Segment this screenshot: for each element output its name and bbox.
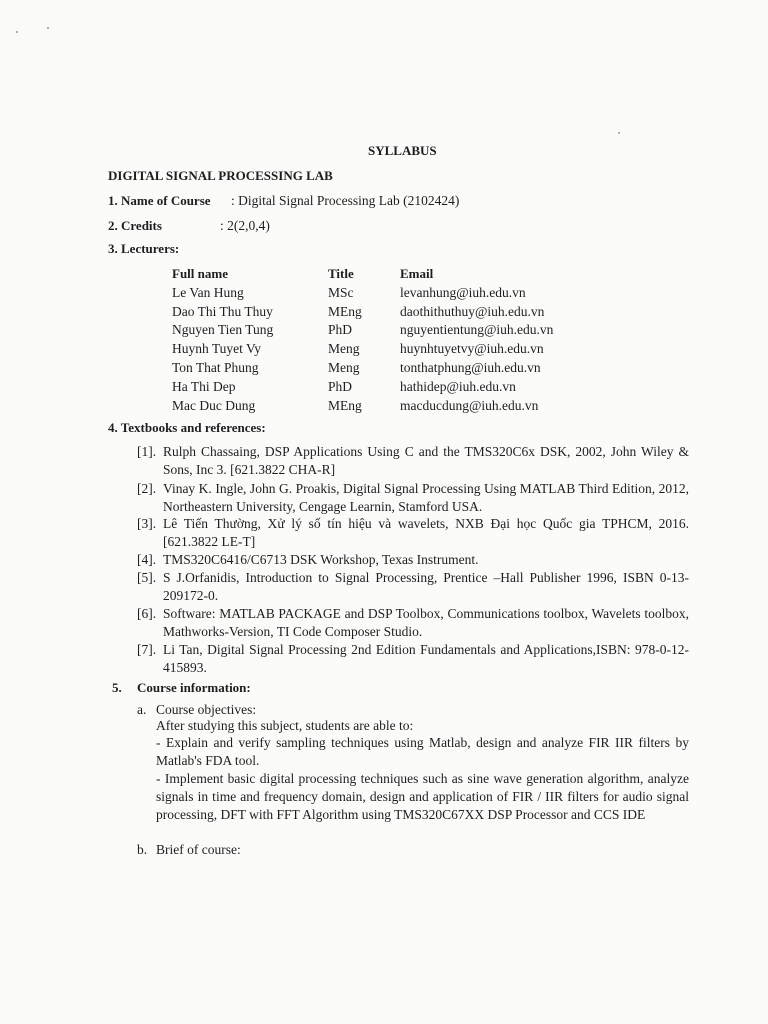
course-name-value: : Digital Signal Processing Lab (2102424) bbox=[231, 193, 460, 208]
course-info-heading: Course information: bbox=[137, 680, 251, 695]
objective-item: - Explain and verify sampling techniques using Matlab, design and analyze FIR IIR filters by Matlab's FDA tool. bbox=[156, 735, 689, 768]
lecturers-label: 3. Lecturers: bbox=[108, 241, 180, 256]
col-header-title: Title bbox=[328, 266, 354, 281]
lecturer-title: Meng bbox=[328, 341, 360, 356]
lecturer-name: Ton That Phung bbox=[172, 360, 259, 375]
reference-text: TMS320C6416/C6713 DSK Workshop, Texas Instrument. bbox=[163, 552, 479, 567]
col-header-full-name: Full name bbox=[172, 266, 228, 281]
lecturer-name: Nguyen Tien Tung bbox=[172, 322, 274, 337]
reference-text: Lê Tiến Thường, Xử lý số tín hiệu và wavelets, NXB Đại học Quốc gia TPHCM, 2016. [621.3822 LE-T] bbox=[163, 516, 689, 549]
lecturer-title: MEng bbox=[328, 304, 362, 319]
lecturer-title: Meng bbox=[328, 360, 360, 375]
reference-item bbox=[137, 605, 689, 640]
reference-number: [5]. bbox=[137, 570, 157, 585]
credits-label: 2. Credits bbox=[108, 218, 162, 233]
reference-text: Li Tan, Digital Signal Processing 2nd Edition Fundamentals and Applications,ISBN: 978-0-12-415893. bbox=[163, 642, 689, 675]
scan-speck bbox=[47, 27, 49, 29]
textbooks-label: 4. Textbooks and references: bbox=[108, 420, 266, 435]
reference-number: [4]. bbox=[137, 552, 157, 567]
objectives-title: Course objectives: bbox=[156, 702, 257, 717]
course-name-label: 1. Name of Course bbox=[108, 193, 211, 208]
lecturer-email: hathidep@iuh.edu.vn bbox=[400, 379, 516, 394]
objectives-intro: After studying this subject, students are able to: bbox=[156, 718, 414, 733]
reference-item bbox=[137, 443, 689, 478]
lecturer-name: Le Van Hung bbox=[172, 285, 244, 300]
col-header-email: Email bbox=[400, 266, 434, 281]
objectives-marker: a. bbox=[137, 702, 147, 717]
scan-speck bbox=[618, 132, 620, 134]
reference-item bbox=[137, 515, 689, 550]
credits-value: : 2(2,0,4) bbox=[220, 218, 270, 233]
lecturer-email: huynhtuyetvy@iuh.edu.vn bbox=[400, 341, 544, 356]
reference-number: [7]. bbox=[137, 642, 157, 657]
lecturer-email: levanhung@iuh.edu.vn bbox=[400, 285, 526, 300]
course-heading: DIGITAL SIGNAL PROCESSING LAB bbox=[108, 168, 333, 183]
lecturer-email: nguyentientung@iuh.edu.vn bbox=[400, 322, 554, 337]
lecturer-email: daothithuthuy@iuh.edu.vn bbox=[400, 304, 545, 319]
reference-number: [3]. bbox=[137, 516, 157, 531]
course-info-number: 5. bbox=[112, 680, 122, 695]
reference-text: Software: MATLAB PACKAGE and DSP Toolbox, Communications toolbox, Wavelets toolbox, Mathworks-Version, TI Code Composer Studio. bbox=[163, 606, 689, 639]
scan-speck bbox=[16, 31, 18, 33]
lecturer-email: tonthatphung@iuh.edu.vn bbox=[400, 360, 541, 375]
reference-text: S J.Orfanidis, Introduction to Signal Processing, Prentice –Hall Publisher 1996, ISBN 0-13-209172-0. bbox=[163, 570, 689, 603]
reference-number: [2]. bbox=[137, 481, 157, 496]
brief-title: Brief of course: bbox=[156, 842, 241, 857]
reference-item bbox=[137, 569, 689, 604]
lecturer-title: MEng bbox=[328, 398, 362, 413]
objective-item: - Implement basic digital processing techniques such as sine wave generation algorithm, analyze signals in time and frequency domain, design and application of FIR / IIR filters for audio signal processing, DFT with FFT Algorithm using TMS320C67XX DSP Processor and CCS IDE bbox=[156, 771, 689, 822]
brief-marker: b. bbox=[137, 842, 148, 857]
lecturer-title: PhD bbox=[328, 322, 353, 337]
lecturer-name: Mac Duc Dung bbox=[172, 398, 256, 413]
reference-number: [1]. bbox=[137, 444, 157, 459]
reference-text: Rulph Chassaing, DSP Applications Using C and the TMS320C6x DSK, 2002, John Wiley & Sons, Inc 3. [621.3822 CHA-R] bbox=[163, 444, 689, 477]
reference-number: [6]. bbox=[137, 606, 157, 621]
page-title: SYLLABUS bbox=[368, 143, 437, 158]
reference-text: Vinay K. Ingle, John G. Proakis, Digital Signal Processing Using MATLAB Third Edition, 2012, Northeastern University, Cengage Learnin, Stamford USA. bbox=[163, 481, 689, 514]
lecturer-name: Huynh Tuyet Vy bbox=[172, 341, 262, 356]
reference-item bbox=[137, 641, 689, 676]
lecturer-name: Ha Thi Dep bbox=[172, 379, 236, 394]
reference-item bbox=[137, 551, 689, 569]
lecturer-title: MSc bbox=[328, 285, 354, 300]
lecturer-title: PhD bbox=[328, 379, 353, 394]
reference-item bbox=[137, 480, 689, 515]
lecturer-email: macducdung@iuh.edu.vn bbox=[400, 398, 539, 413]
lecturer-name: Dao Thi Thu Thuy bbox=[172, 304, 273, 319]
